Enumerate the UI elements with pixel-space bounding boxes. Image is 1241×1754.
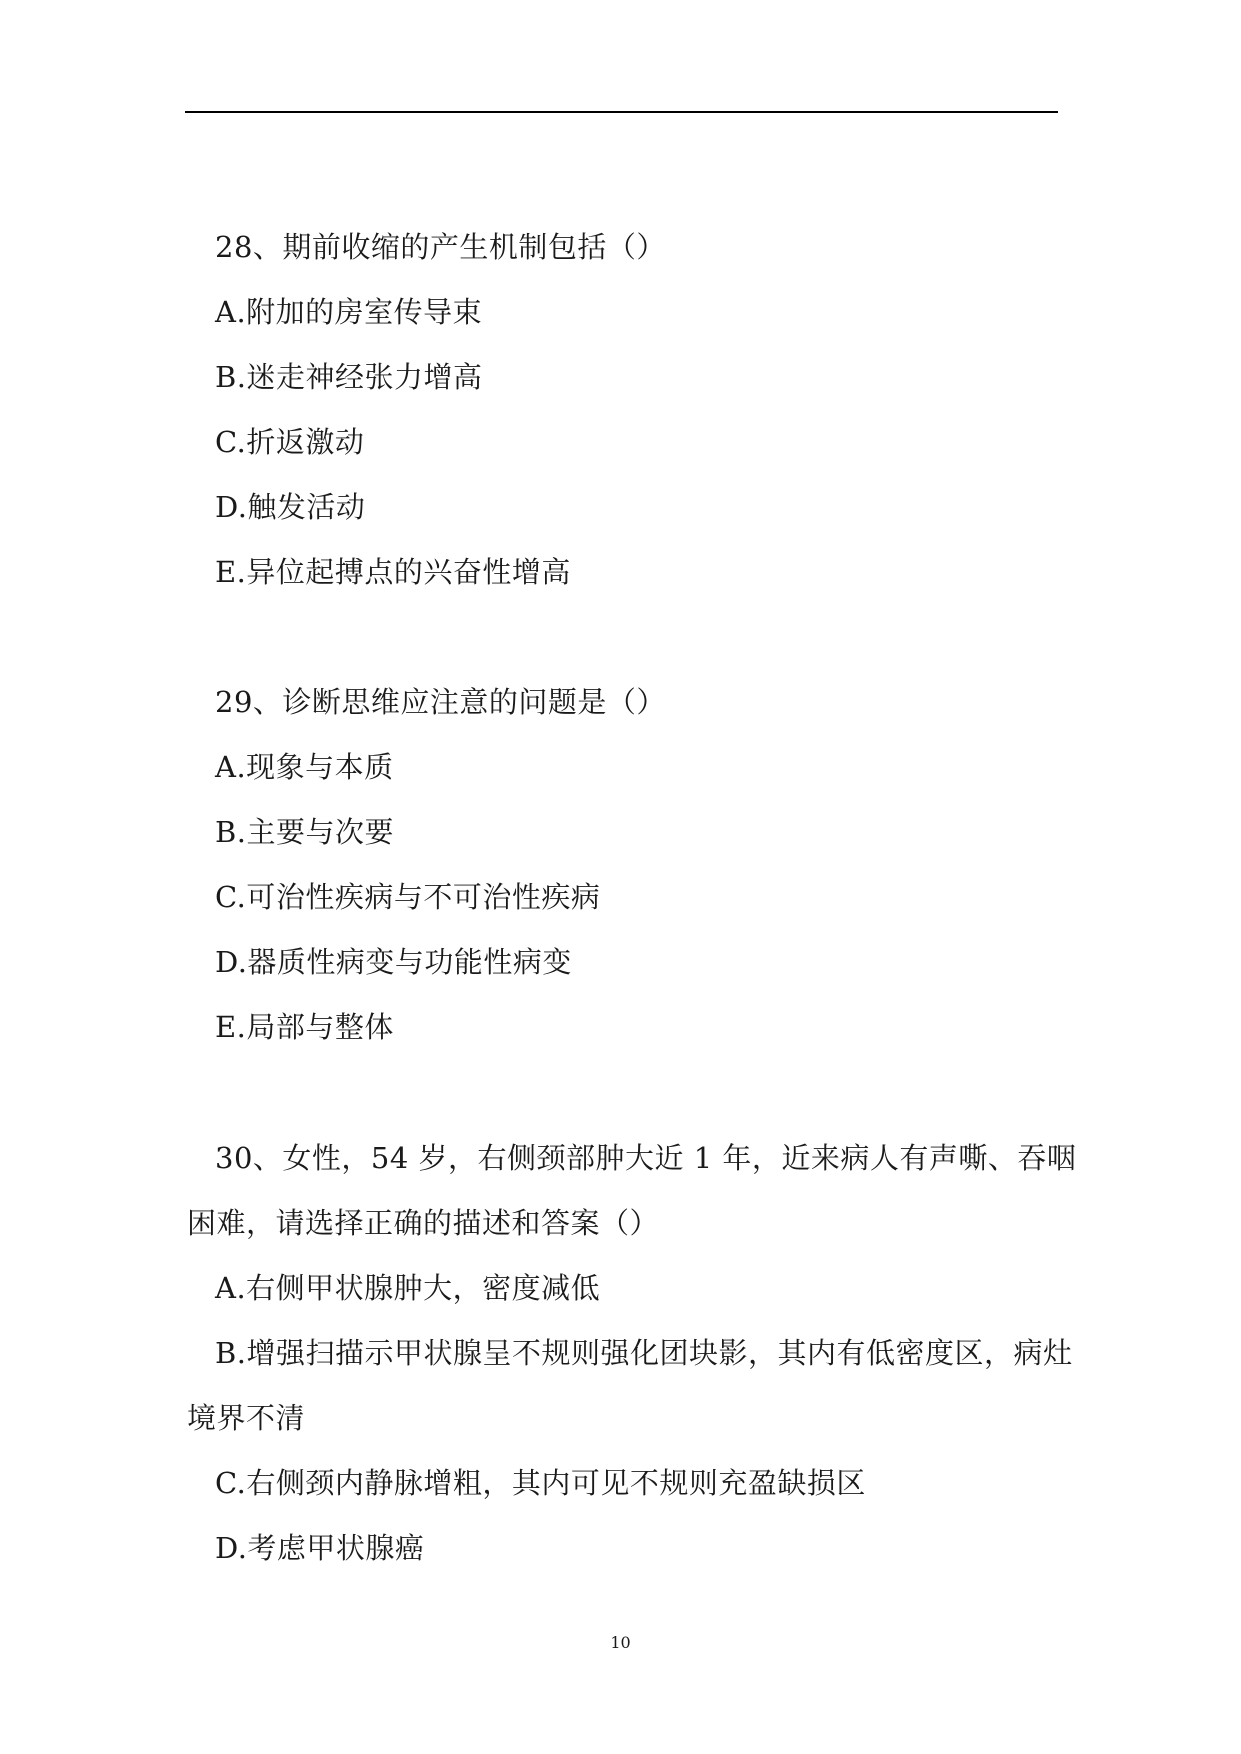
- question-28-stem: 28、期前收缩的产生机制包括（）: [215, 230, 666, 264]
- question-28-option-a: A.附加的房室传导束: [215, 295, 483, 329]
- question-30-option-c: C.右侧颈内静脉增粗，其内可见不规则充盈缺损区: [215, 1466, 866, 1500]
- question-28-option-b: B.迷走神经张力增高: [215, 360, 483, 394]
- question-29-option-d: D.器质性病变与功能性病变: [215, 945, 572, 979]
- question-29-option-e: E.局部与整体: [215, 1010, 394, 1044]
- question-30-option-a: A.右侧甲状腺肿大，密度减低: [215, 1271, 601, 1305]
- question-29-option-c: C.可治性疾病与不可治性疾病: [215, 880, 601, 914]
- question-29-option-b: B.主要与次要: [215, 815, 395, 849]
- question-29-option-a: A.现象与本质: [215, 750, 394, 784]
- question-30-option-b: B.增强扫描示甲状腺呈不规则强化团块影，其内有低密度区，病灶: [215, 1336, 1073, 1370]
- question-28-option-c: C.折返激动: [215, 425, 365, 459]
- page-number: 10: [610, 1633, 631, 1652]
- question-28-option-e: E.异位起搏点的兴奋性增高: [215, 555, 571, 589]
- header-rule: [185, 111, 1058, 113]
- question-29-stem: 29、诊断思维应注意的问题是（）: [215, 685, 666, 719]
- question-30-stem-line-2: 困难，请选择正确的描述和答案（）: [187, 1206, 660, 1240]
- question-28-option-d: D.触发活动: [215, 490, 366, 524]
- question-30-stem-line-1: 30、女性，54 岁，右侧颈部肿大近 1 年，近来病人有声嘶、吞咽: [215, 1141, 1077, 1175]
- question-30-option-d: D.考虑甲状腺癌: [215, 1531, 425, 1565]
- question-30-option-b-continued: 境界不清: [187, 1401, 306, 1435]
